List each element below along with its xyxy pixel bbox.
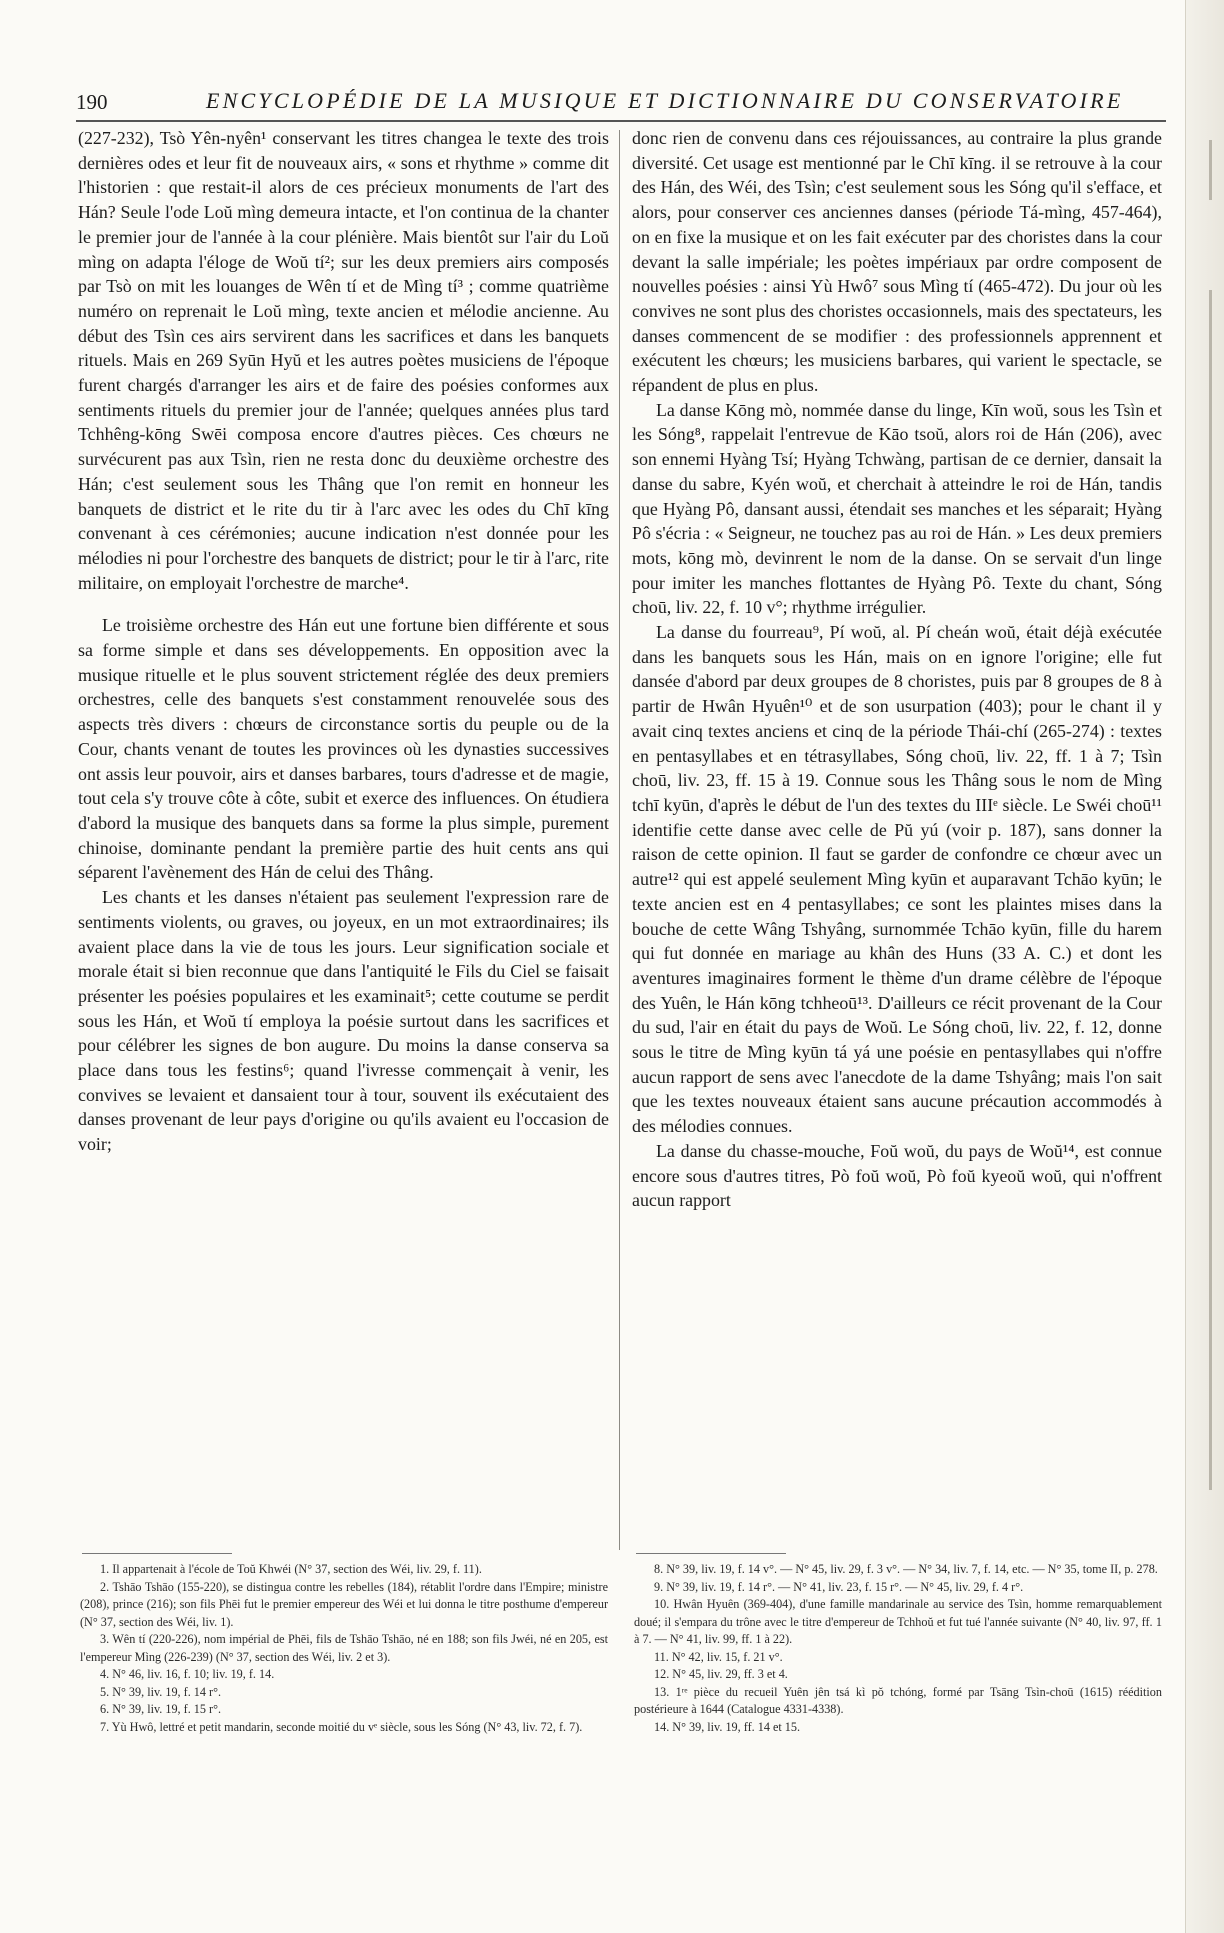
footnote: 11. N° 42, liv. 15, f. 21 v°. [654, 1649, 783, 1664]
footnote: 4. N° 46, liv. 16, f. 10; liv. 19, f. 14. [100, 1667, 275, 1681]
footnote: 14. N° 39, liv. 19, ff. 14 et 15. [654, 1719, 801, 1734]
column-divider [619, 130, 620, 1550]
paragraph: La danse du chasse-mouche, Foŭ woŭ, du pays de Woŭ¹⁴, est connue encore sous d'autres titres, Pò foŭ woŭ, Pò foŭ kyeoŭ woŭ, qui n'offrent aucun rapport [632, 1140, 1162, 1211]
footnote: 2. Tshāo Tshāo (155-220), se distingua contre les rebelles (184), rétablit l'ordre dans l'Empire; ministre (208), prince (216); son fils Phēi fut le premier empereur des Wéi et lui donna le titre posthume d'empereur (N° 37, section des Wéi, liv. 1). [80, 1579, 608, 1629]
page-number: 190 [76, 90, 108, 114]
footnote: 7. Yù Hwô, lettré et petit mandarin, seconde moitié du vᵉ siècle, sous les Sóng (N° 43, liv. 72, f. 7). [100, 1719, 583, 1734]
footnote: 8. N° 39, liv. 19, f. 14 v°. — N° 45, liv. 29, f. 3 v°. — N° 34, liv. 7, f. 14, etc. — N° 35, tome II, p. 278. [654, 1562, 1158, 1576]
footnote: 12. N° 45, liv. 29, ff. 3 et 4. [654, 1667, 788, 1681]
footnote: 13. 1ʳᵉ pièce du recueil Yuên jên tsá kì pŏ tchóng, formé par Tsāng Tsìn-choū (1615) réédition postérieure à 1644 (Catalogue 4331-4338). [634, 1684, 1162, 1716]
paragraph: Le troisième orchestre des Hán eut une fortune bien différente et sous sa forme simple et dans ses développements. En opposition avec la musique rituelle et le plus souvent strictement réglée des deux premiers orchestres, celle des banquets s'est constamment renouvelée sous des aspects très divers : chœurs de circonstance sortis du peuple ou de la Cour, chants venant de toutes les provinces où les dynasties successives ont assis leur pouvoir, airs et danses barbares, tours d'adresse et de magie, tout cela s'y trouve côte à côte, subit et exerce des influences. On étudiera d'abord la musique des banquets dans sa forme la plus simple, purement chinoise, dominante pendant la première partie des huit cents ans qui séparent l'avènement des Hán de celui des Thâng. [78, 615, 609, 883]
footnotes-left [80, 1561, 608, 1861]
paragraph: La danse du fourreau⁹, Pí woŭ, al. Pí cheán woŭ, était déjà exécutée dans les banquets sous les Hán, mais on en ignore l'origine; elle fut dansée d'abord par deux groupes de 8 choristes, puis par 8 groupes de 8 à partir de Hwân Hyuên¹⁰ et de son usurpation (403); pour le chant il y avait cinq textes anciens et cinq de la période Thái-chí (265-274) : textes en pentasyllabes et en tétrasyllabes, Sóng choū, liv. 22, ff. 1 à 7; Tsìn choū, liv. 23, ff. 15 à 19. Connue sous les Thâng sous le nom de Mìng tchī kyūn, d'après le début de l'un des textes du IIIᵉ siècle. Le Swéi choū¹¹ identifie cette danse avec celle de Pŭ yú (voir p. 187), sans donner la raison de cette opinion. Il faut se garder de confondre ce chœur avec un autre¹² qui est appelé seulement Mìng kyūn et auparavant Tchāo kyūn; le texte ancien est en 4 pentasyllabes; ce sont les plaintes mises dans la bouche de cette Wâng Tshyâng, surnommée Tchāo kyūn, fille du harem qui fut donnée en mariage au khân des Huns (33 A. C.) et dont les aventures imaginaires forment le thème d'un drame célèbre de l'époque des Yuên, le Hán kōng tchheoū¹³. D'ailleurs ce récit provenant de la Cour du sud, l'air en était du pays de Woŭ. Le Sóng choū, liv. 22, f. 12, donne sous le titre de Mìng kyūn tá yá une poésie en pentasyllabes qui n'offre aucun rapport de sens avec l'anecdote de la dame Tshyâng; mais l'on sait que les textes nouveaux étaient sans aucune précaution accommodés à des mélodies connues. [632, 622, 1162, 1137]
footnote: 10. Hwân Hyuên (369-404), d'une famille mandarinale au service des Tsìn, homme remarquablement doué; il s'empara du trône avec le titre d'empereur de Tchhoŭ et fut tué l'année suivante (N° 40, liv. 97, ff. 1 à 7. — N° 41, liv. 99, ff. 1 à 22). [634, 1597, 1162, 1646]
footnote: 9. N° 39, liv. 19, f. 14 r°. — N° 41, liv. 23, f. 15 r°. — N° 45, liv. 29, f. 4 r°. [654, 1579, 1024, 1594]
footnote: 6. N° 39, liv. 19, f. 15 r°. [100, 1702, 222, 1716]
paragraph: Les chants et les danses n'étaient pas seulement l'expression rare de sentiments violents, ou graves, ou joyeux, en un mot extraordinaires; ils avaient place dans la vie de tous les jours. Leur signification sociale et morale était si bien reconnue que dans l'antiquité le Fils du Ciel se faisait présenter les poésies populaires et les examinait⁵; cette coutume se perdit sous les Hán, et Woŭ tí employa la poésie surtout dans les sacrifices et pour célébrer les signes de bon augure. Du moins la danse conserva sa place dans tous les festins⁶; quand l'ivresse commençait à venir, les convives se levaient et dansaient tour à tour, souvent ils exécutaient des danses provenant de leur pays d'origine ou qu'ils avaient eu l'occasion de voir; [78, 887, 609, 1155]
footnote: 5. N° 39, liv. 19, f. 14 r°. [100, 1684, 222, 1699]
left-column [78, 126, 609, 1536]
right-column [632, 126, 1162, 1536]
page-edge-shadow [1185, 0, 1224, 1933]
footnote-rule [636, 1553, 786, 1554]
footnote: 3. Wên tí (220-226), nom impérial de Phēi, fils de Tshāo Tshāo, né en 188; son fils Jwéi, né en 205, est l'empereur Mìng (226-239) (N° 37, section des Wéi, liv. 2 et 3). [80, 1632, 608, 1664]
footnotes-right [634, 1561, 1162, 1861]
running-title: ENCYCLOPÉDIE DE LA MUSIQUE ET DICTIONNAIRE DU CONSERVATOIRE [206, 88, 1124, 113]
footnote: 1. Il appartenait à l'école de Toŭ Khwéi (N° 37, section des Wéi, liv. 29, f. 11). [100, 1562, 482, 1576]
paragraph: (227-232), Tsò Yên-nyên¹ conservant les titres changea le texte des trois dernières odes et leur fit de nouveaux airs, « sons et rhythme » comme dit l'historien : que restait-il alors de ces précieux monuments de l'art des Hán? Seule l'ode Loŭ mìng demeura intacte, et l'on continua de la chanter le premier jour de l'année à la cour plénière. Mais bientôt sur l'air du Loŭ mìng on adapta l'éloge de Woŭ tí²; sur les deux premiers airs composés par Tsò on mit les louanges de Wên tí et de Mìng tí³ ; comme quatrième numéro on reprenait le Loŭ mìng, texte ancien et mélodie ancienne. Au début des Tsìn ces airs servirent dans les sacrifices et dans les banquets rituels. Mais en 269 Syūn Hyŭ et les autres poètes musiciens de l'époque furent chargés d'arranger les airs et de faire des poésies conformes aux sentiments rituels du premier jour de l'année; quelques années plus tard Tchhêng-kōng Swēi composa encore d'autres pièces. Ces chœurs ne survécurent pas aux Tsìn, rien ne resta donc du deuxième orchestre des Hán; c'est seulement sous les Thâng que l'on remit en honneur les banquets de district et le rite du tir à l'arc avec les odes du Chī kīng convenant à ces cérémonies; aucune indication n'est donnée pour les mélodies ni pour l'orchestre des banquets de district; pour le tir à l'arc, rite militaire, on employait l'orchestre de marche⁴. [78, 128, 609, 593]
paragraph: donc rien de convenu dans ces réjouissances, au contraire la plus grande diversité. Cet usage est mentionné par le Chī kīng. il se retrouve à la cour des Hán, des Wéi, des Tsìn; c'est seulement sous les Sóng qu'il s'efface, et alors, pour conserver ces anciennes danses (période Tá-mìng, 457-464), on en fixe la musique et on les fait exécuter par des choristes dans la cour devant la salle impériale; les poètes impériaux par ordre composent de nouvelles poésies : ainsi Yù Hwô⁷ sous Mìng tí (465-472). Du jour où les convives ne sont plus des choristes occasionnels, mais des spectateurs, les danses commencent de se modifier : des professionnels apprennent et exécutent les chœurs; les musiciens barbares, qui varient le spectacle, se répandent de plus en plus. [632, 128, 1162, 396]
page-header [76, 86, 1166, 122]
paragraph: La danse Kōng mò, nommée danse du linge, Kīn woŭ, sous les Tsìn et les Sóng⁸, rappelait l'entrevue de Kāo tsoŭ, alors roi de Hán (206), avec son ennemi Hyàng Tsí; Hyàng Tchwàng, partisan de ce dernier, dansait la danse du sabre, Kyén woŭ, et cherchait à atteindre le roi de Hán, tandis que Hyàng Pô, dansant aussi, étendait ses manches et les séparait; Hyàng Pô s'écria : « Seigneur, ne touchez pas au roi de Hán. » Les deux premiers mots, kōng mò, devinrent le nom de la danse. On se servait d'un linge pour imiter les manches flottantes de Hyàng Pô. Texte du chant, Sóng choū, liv. 22, f. 10 v°; rhythme irrégulier. [632, 399, 1162, 618]
footnote-rule [82, 1553, 232, 1554]
